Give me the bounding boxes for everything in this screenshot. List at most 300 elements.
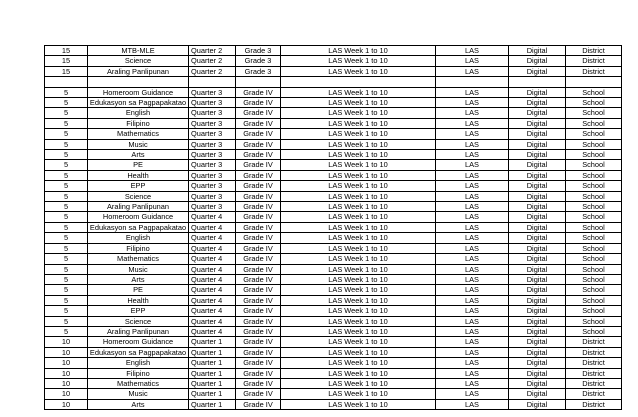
quarter-cell: Quarter 4 bbox=[189, 212, 236, 222]
type-cell: LAS bbox=[436, 306, 509, 316]
subject-cell bbox=[88, 77, 189, 87]
subject-cell: Science bbox=[88, 316, 189, 326]
grade-cell: Grade IV bbox=[236, 129, 281, 139]
grade-cell: Grade IV bbox=[236, 358, 281, 368]
table-body bbox=[45, 46, 622, 410]
format-cell: Digital bbox=[509, 87, 566, 97]
subject-cell: Mathematics bbox=[88, 129, 189, 139]
quarter-cell: Quarter 3 bbox=[189, 98, 236, 108]
subject-cell: Science bbox=[88, 191, 189, 201]
title-cell: LAS Week 1 to 10 bbox=[281, 170, 436, 180]
quarter-cell: Quarter 2 bbox=[189, 46, 236, 56]
title-cell: LAS Week 1 to 10 bbox=[281, 399, 436, 409]
quarter-cell: Quarter 3 bbox=[189, 118, 236, 128]
subject-cell: Arts bbox=[88, 399, 189, 409]
format-cell: Digital bbox=[509, 212, 566, 222]
format-cell: Digital bbox=[509, 202, 566, 212]
subject-cell: Science bbox=[88, 56, 189, 66]
type-cell: LAS bbox=[436, 66, 509, 76]
subject-cell: Mathematics bbox=[88, 378, 189, 388]
title-cell: LAS Week 1 to 10 bbox=[281, 243, 436, 253]
quarter-cell: Quarter 1 bbox=[189, 368, 236, 378]
quarter-cell: Quarter 1 bbox=[189, 358, 236, 368]
format-cell: Digital bbox=[509, 160, 566, 170]
grade-cell: Grade IV bbox=[236, 274, 281, 284]
title-cell: LAS Week 1 to 10 bbox=[281, 358, 436, 368]
format-cell: Digital bbox=[509, 98, 566, 108]
type-cell: LAS bbox=[436, 160, 509, 170]
quantity-cell: 5 bbox=[45, 233, 88, 243]
title-cell: LAS Week 1 to 10 bbox=[281, 118, 436, 128]
subject-cell: Edukasyon sa Pagpapakatao bbox=[88, 98, 189, 108]
table-row bbox=[45, 233, 622, 243]
grade-cell: Grade IV bbox=[236, 212, 281, 222]
title-cell bbox=[281, 77, 436, 87]
level-cell: School bbox=[566, 160, 622, 170]
format-cell: Digital bbox=[509, 389, 566, 399]
format-cell: Digital bbox=[509, 337, 566, 347]
table-row bbox=[45, 295, 622, 305]
quarter-cell: Quarter 4 bbox=[189, 274, 236, 284]
quarter-cell: Quarter 3 bbox=[189, 170, 236, 180]
type-cell: LAS bbox=[436, 170, 509, 180]
quantity-cell: 5 bbox=[45, 202, 88, 212]
level-cell: School bbox=[566, 274, 622, 284]
quarter-cell: Quarter 3 bbox=[189, 150, 236, 160]
level-cell: School bbox=[566, 254, 622, 264]
type-cell: LAS bbox=[436, 87, 509, 97]
level-cell: School bbox=[566, 139, 622, 149]
quantity-cell: 5 bbox=[45, 306, 88, 316]
format-cell: Digital bbox=[509, 66, 566, 76]
type-cell: LAS bbox=[436, 46, 509, 56]
format-cell: Digital bbox=[509, 118, 566, 128]
subject-cell: EPP bbox=[88, 306, 189, 316]
grade-cell: Grade IV bbox=[236, 316, 281, 326]
table-row bbox=[45, 274, 622, 284]
title-cell: LAS Week 1 to 10 bbox=[281, 389, 436, 399]
table-row bbox=[45, 181, 622, 191]
level-cell: School bbox=[566, 212, 622, 222]
grade-cell: Grade IV bbox=[236, 160, 281, 170]
format-cell: Digital bbox=[509, 191, 566, 201]
subject-cell: Music bbox=[88, 264, 189, 274]
title-cell: LAS Week 1 to 10 bbox=[281, 66, 436, 76]
level-cell: School bbox=[566, 108, 622, 118]
level-cell: School bbox=[566, 98, 622, 108]
quantity-cell: 10 bbox=[45, 347, 88, 357]
table-row bbox=[45, 243, 622, 253]
quarter-cell: Quarter 4 bbox=[189, 295, 236, 305]
type-cell: LAS bbox=[436, 389, 509, 399]
quantity-cell: 15 bbox=[45, 56, 88, 66]
format-cell: Digital bbox=[509, 181, 566, 191]
grade-cell bbox=[236, 77, 281, 87]
title-cell: LAS Week 1 to 10 bbox=[281, 274, 436, 284]
title-cell: LAS Week 1 to 10 bbox=[281, 129, 436, 139]
grade-cell: Grade IV bbox=[236, 264, 281, 274]
type-cell: LAS bbox=[436, 274, 509, 284]
type-cell bbox=[436, 77, 509, 87]
type-cell: LAS bbox=[436, 202, 509, 212]
level-cell: School bbox=[566, 222, 622, 232]
subject-cell: Edukasyon sa Pagpapakatao bbox=[88, 347, 189, 357]
format-cell: Digital bbox=[509, 285, 566, 295]
subject-cell: Homeroom Guidance bbox=[88, 337, 189, 347]
grade-cell: Grade IV bbox=[236, 170, 281, 180]
title-cell: LAS Week 1 to 10 bbox=[281, 56, 436, 66]
type-cell: LAS bbox=[436, 378, 509, 388]
subject-cell: Araling Panlipunan bbox=[88, 326, 189, 336]
level-cell: School bbox=[566, 87, 622, 97]
quantity-cell: 5 bbox=[45, 295, 88, 305]
grade-cell: Grade IV bbox=[236, 139, 281, 149]
subject-cell: Edukasyon sa Pagpapakatao bbox=[88, 222, 189, 232]
quarter-cell: Quarter 3 bbox=[189, 108, 236, 118]
grade-cell: Grade 3 bbox=[236, 56, 281, 66]
level-cell: School bbox=[566, 150, 622, 160]
quarter-cell: Quarter 4 bbox=[189, 233, 236, 243]
type-cell: LAS bbox=[436, 347, 509, 357]
grade-cell: Grade IV bbox=[236, 108, 281, 118]
type-cell: LAS bbox=[436, 254, 509, 264]
title-cell: LAS Week 1 to 10 bbox=[281, 264, 436, 274]
subject-cell: Homeroom Guidance bbox=[88, 212, 189, 222]
grade-cell: Grade IV bbox=[236, 87, 281, 97]
table-row bbox=[45, 77, 622, 87]
quarter-cell: Quarter 1 bbox=[189, 399, 236, 409]
format-cell: Digital bbox=[509, 129, 566, 139]
table-row bbox=[45, 389, 622, 399]
data-table bbox=[44, 45, 622, 410]
grade-cell: Grade IV bbox=[236, 202, 281, 212]
level-cell: School bbox=[566, 170, 622, 180]
subject-cell: Mathematics bbox=[88, 254, 189, 264]
format-cell: Digital bbox=[509, 316, 566, 326]
format-cell: Digital bbox=[509, 46, 566, 56]
type-cell: LAS bbox=[436, 56, 509, 66]
level-cell: School bbox=[566, 181, 622, 191]
quantity-cell: 5 bbox=[45, 222, 88, 232]
subject-cell: Health bbox=[88, 170, 189, 180]
subject-cell: Arts bbox=[88, 150, 189, 160]
title-cell: LAS Week 1 to 10 bbox=[281, 212, 436, 222]
subject-cell: Homeroom Guidance bbox=[88, 87, 189, 97]
title-cell: LAS Week 1 to 10 bbox=[281, 202, 436, 212]
type-cell: LAS bbox=[436, 108, 509, 118]
grade-cell: Grade IV bbox=[236, 306, 281, 316]
type-cell: LAS bbox=[436, 243, 509, 253]
table-row bbox=[45, 326, 622, 336]
type-cell: LAS bbox=[436, 316, 509, 326]
level-cell: School bbox=[566, 306, 622, 316]
grade-cell: Grade IV bbox=[236, 98, 281, 108]
subject-cell: Filipino bbox=[88, 368, 189, 378]
quantity-cell: 5 bbox=[45, 108, 88, 118]
level-cell: District bbox=[566, 337, 622, 347]
table-row bbox=[45, 160, 622, 170]
quarter-cell: Quarter 1 bbox=[189, 389, 236, 399]
type-cell: LAS bbox=[436, 222, 509, 232]
grade-cell: Grade IV bbox=[236, 243, 281, 253]
level-cell: District bbox=[566, 399, 622, 409]
subject-cell: English bbox=[88, 358, 189, 368]
title-cell: LAS Week 1 to 10 bbox=[281, 316, 436, 326]
subject-cell: Filipino bbox=[88, 118, 189, 128]
quantity-cell: 5 bbox=[45, 191, 88, 201]
quantity-cell: 5 bbox=[45, 326, 88, 336]
level-cell: District bbox=[566, 46, 622, 56]
table-row bbox=[45, 285, 622, 295]
quantity-cell: 5 bbox=[45, 150, 88, 160]
table-row bbox=[45, 87, 622, 97]
format-cell: Digital bbox=[509, 358, 566, 368]
table-row bbox=[45, 139, 622, 149]
title-cell: LAS Week 1 to 10 bbox=[281, 108, 436, 118]
quantity-cell: 10 bbox=[45, 378, 88, 388]
subject-cell: Araling Panlipunan bbox=[88, 202, 189, 212]
grade-cell: Grade 3 bbox=[236, 66, 281, 76]
quantity-cell: 10 bbox=[45, 358, 88, 368]
format-cell: Digital bbox=[509, 243, 566, 253]
quarter-cell: Quarter 4 bbox=[189, 254, 236, 264]
quarter-cell: Quarter 3 bbox=[189, 202, 236, 212]
quarter-cell: Quarter 4 bbox=[189, 285, 236, 295]
format-cell: Digital bbox=[509, 399, 566, 409]
quantity-cell: 5 bbox=[45, 160, 88, 170]
quarter-cell: Quarter 3 bbox=[189, 87, 236, 97]
title-cell: LAS Week 1 to 10 bbox=[281, 285, 436, 295]
format-cell: Digital bbox=[509, 254, 566, 264]
table-row bbox=[45, 66, 622, 76]
grade-cell: Grade IV bbox=[236, 389, 281, 399]
title-cell: LAS Week 1 to 10 bbox=[281, 150, 436, 160]
table-row bbox=[45, 212, 622, 222]
format-cell: Digital bbox=[509, 170, 566, 180]
grade-cell: Grade IV bbox=[236, 399, 281, 409]
type-cell: LAS bbox=[436, 181, 509, 191]
quantity-cell: 10 bbox=[45, 368, 88, 378]
level-cell: District bbox=[566, 368, 622, 378]
format-cell: Digital bbox=[509, 108, 566, 118]
table-row bbox=[45, 202, 622, 212]
quantity-cell: 5 bbox=[45, 285, 88, 295]
level-cell: District bbox=[566, 389, 622, 399]
format-cell: Digital bbox=[509, 378, 566, 388]
type-cell: LAS bbox=[436, 399, 509, 409]
grade-cell: Grade IV bbox=[236, 378, 281, 388]
subject-cell: Araling Panlipunan bbox=[88, 66, 189, 76]
title-cell: LAS Week 1 to 10 bbox=[281, 254, 436, 264]
subject-cell: PE bbox=[88, 160, 189, 170]
quarter-cell: Quarter 3 bbox=[189, 160, 236, 170]
title-cell: LAS Week 1 to 10 bbox=[281, 306, 436, 316]
table-row bbox=[45, 222, 622, 232]
format-cell: Digital bbox=[509, 150, 566, 160]
quarter-cell: Quarter 2 bbox=[189, 66, 236, 76]
format-cell: Digital bbox=[509, 139, 566, 149]
quantity-cell: 5 bbox=[45, 87, 88, 97]
grade-cell: Grade 3 bbox=[236, 46, 281, 56]
type-cell: LAS bbox=[436, 337, 509, 347]
subject-cell: Health bbox=[88, 295, 189, 305]
level-cell: School bbox=[566, 129, 622, 139]
table-row bbox=[45, 399, 622, 409]
table-row bbox=[45, 378, 622, 388]
format-cell: Digital bbox=[509, 56, 566, 66]
quantity-cell: 10 bbox=[45, 399, 88, 409]
title-cell: LAS Week 1 to 10 bbox=[281, 378, 436, 388]
type-cell: LAS bbox=[436, 295, 509, 305]
type-cell: LAS bbox=[436, 212, 509, 222]
level-cell: School bbox=[566, 295, 622, 305]
level-cell: School bbox=[566, 285, 622, 295]
type-cell: LAS bbox=[436, 129, 509, 139]
format-cell: Digital bbox=[509, 368, 566, 378]
title-cell: LAS Week 1 to 10 bbox=[281, 139, 436, 149]
table-row bbox=[45, 347, 622, 357]
grade-cell: Grade IV bbox=[236, 337, 281, 347]
type-cell: LAS bbox=[436, 264, 509, 274]
format-cell: Digital bbox=[509, 306, 566, 316]
table-row bbox=[45, 264, 622, 274]
type-cell: LAS bbox=[436, 326, 509, 336]
quarter-cell: Quarter 4 bbox=[189, 222, 236, 232]
table-row bbox=[45, 358, 622, 368]
title-cell: LAS Week 1 to 10 bbox=[281, 347, 436, 357]
type-cell: LAS bbox=[436, 368, 509, 378]
format-cell: Digital bbox=[509, 347, 566, 357]
quantity-cell: 10 bbox=[45, 389, 88, 399]
title-cell: LAS Week 1 to 10 bbox=[281, 87, 436, 97]
quarter-cell: Quarter 4 bbox=[189, 306, 236, 316]
level-cell: School bbox=[566, 243, 622, 253]
quarter-cell bbox=[189, 77, 236, 87]
quantity-cell: 5 bbox=[45, 129, 88, 139]
table-row bbox=[45, 254, 622, 264]
quantity-cell: 5 bbox=[45, 118, 88, 128]
quarter-cell: Quarter 3 bbox=[189, 191, 236, 201]
quantity-cell: 15 bbox=[45, 46, 88, 56]
format-cell: Digital bbox=[509, 264, 566, 274]
subject-cell: Music bbox=[88, 389, 189, 399]
table-row bbox=[45, 150, 622, 160]
title-cell: LAS Week 1 to 10 bbox=[281, 98, 436, 108]
table-row bbox=[45, 98, 622, 108]
table-row bbox=[45, 129, 622, 139]
subject-cell: Filipino bbox=[88, 243, 189, 253]
title-cell: LAS Week 1 to 10 bbox=[281, 368, 436, 378]
level-cell: School bbox=[566, 264, 622, 274]
quarter-cell: Quarter 4 bbox=[189, 243, 236, 253]
quantity-cell: 5 bbox=[45, 243, 88, 253]
quarter-cell: Quarter 3 bbox=[189, 139, 236, 149]
quarter-cell: Quarter 2 bbox=[189, 56, 236, 66]
level-cell: School bbox=[566, 191, 622, 201]
table-row bbox=[45, 56, 622, 66]
format-cell: Digital bbox=[509, 222, 566, 232]
level-cell: School bbox=[566, 233, 622, 243]
grade-cell: Grade IV bbox=[236, 233, 281, 243]
table-row bbox=[45, 170, 622, 180]
title-cell: LAS Week 1 to 10 bbox=[281, 160, 436, 170]
subject-cell: Music bbox=[88, 139, 189, 149]
quantity-cell: 5 bbox=[45, 98, 88, 108]
subject-cell: English bbox=[88, 108, 189, 118]
quarter-cell: Quarter 1 bbox=[189, 337, 236, 347]
quantity-cell bbox=[45, 77, 88, 87]
table-row bbox=[45, 191, 622, 201]
table-row bbox=[45, 316, 622, 326]
grade-cell: Grade IV bbox=[236, 118, 281, 128]
grade-cell: Grade IV bbox=[236, 222, 281, 232]
type-cell: LAS bbox=[436, 233, 509, 243]
quantity-cell: 5 bbox=[45, 139, 88, 149]
quantity-cell: 5 bbox=[45, 212, 88, 222]
subject-cell: English bbox=[88, 233, 189, 243]
grade-cell: Grade IV bbox=[236, 254, 281, 264]
quantity-cell: 5 bbox=[45, 274, 88, 284]
quantity-cell: 5 bbox=[45, 254, 88, 264]
quantity-cell: 5 bbox=[45, 264, 88, 274]
subject-cell: MTB-MLE bbox=[88, 46, 189, 56]
title-cell: LAS Week 1 to 10 bbox=[281, 181, 436, 191]
title-cell: LAS Week 1 to 10 bbox=[281, 222, 436, 232]
spreadsheet bbox=[44, 45, 622, 410]
title-cell: LAS Week 1 to 10 bbox=[281, 46, 436, 56]
level-cell: District bbox=[566, 358, 622, 368]
grade-cell: Grade IV bbox=[236, 326, 281, 336]
subject-cell: PE bbox=[88, 285, 189, 295]
quarter-cell: Quarter 1 bbox=[189, 347, 236, 357]
grade-cell: Grade IV bbox=[236, 150, 281, 160]
quarter-cell: Quarter 4 bbox=[189, 326, 236, 336]
type-cell: LAS bbox=[436, 118, 509, 128]
subject-cell: Arts bbox=[88, 274, 189, 284]
level-cell: School bbox=[566, 118, 622, 128]
quantity-cell: 10 bbox=[45, 337, 88, 347]
quarter-cell: Quarter 4 bbox=[189, 264, 236, 274]
quantity-cell: 5 bbox=[45, 170, 88, 180]
table-row bbox=[45, 306, 622, 316]
grade-cell: Grade IV bbox=[236, 368, 281, 378]
quantity-cell: 5 bbox=[45, 316, 88, 326]
level-cell: District bbox=[566, 56, 622, 66]
table-row bbox=[45, 118, 622, 128]
quarter-cell: Quarter 4 bbox=[189, 316, 236, 326]
title-cell: LAS Week 1 to 10 bbox=[281, 295, 436, 305]
table-row bbox=[45, 108, 622, 118]
title-cell: LAS Week 1 to 10 bbox=[281, 326, 436, 336]
grade-cell: Grade IV bbox=[236, 191, 281, 201]
level-cell bbox=[566, 77, 622, 87]
grade-cell: Grade IV bbox=[236, 181, 281, 191]
quarter-cell: Quarter 1 bbox=[189, 378, 236, 388]
title-cell: LAS Week 1 to 10 bbox=[281, 337, 436, 347]
format-cell: Digital bbox=[509, 326, 566, 336]
format-cell bbox=[509, 77, 566, 87]
format-cell: Digital bbox=[509, 295, 566, 305]
table-row bbox=[45, 337, 622, 347]
type-cell: LAS bbox=[436, 191, 509, 201]
quarter-cell: Quarter 3 bbox=[189, 181, 236, 191]
quantity-cell: 5 bbox=[45, 181, 88, 191]
level-cell: School bbox=[566, 326, 622, 336]
type-cell: LAS bbox=[436, 150, 509, 160]
subject-cell: EPP bbox=[88, 181, 189, 191]
format-cell: Digital bbox=[509, 233, 566, 243]
type-cell: LAS bbox=[436, 98, 509, 108]
